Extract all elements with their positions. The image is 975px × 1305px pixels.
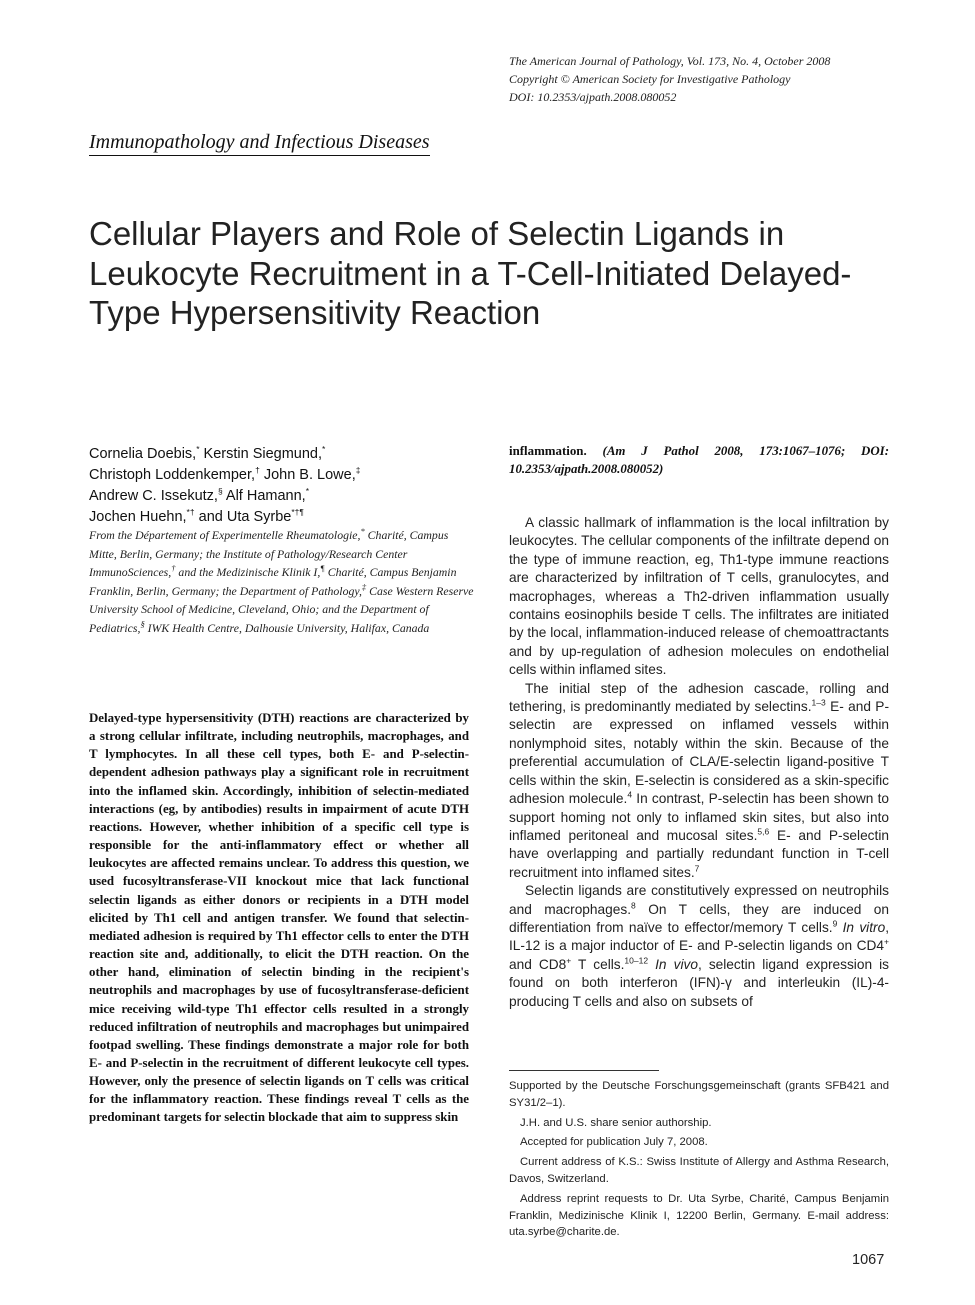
intro-paragraph-2 (509, 680, 889, 882)
footnote-authorship: J.H. and U.S. share senior authorship. (520, 1116, 712, 1129)
paragraph-text: In contrast, P-selectin has been shown to support homing not only to inflamed skin sites, but also into inflamed peritoneal and mucosal sites. (509, 791, 889, 843)
reference-marker: 7 (694, 863, 700, 874)
section-label: Immunopathology and Infectious Diseases (89, 131, 430, 156)
author-name: Kerstin Siegmund, (203, 446, 323, 462)
author-mark: *† (186, 507, 195, 518)
footnote-reprint-requests: Address reprint requests to Dr. Uta Syrbe, Charité, Campus Benjamin Franklin, Medizinische Klinik I, 12200 Berlin, Germany. E-mail address: uta.syrbe@charite.de. (509, 1192, 889, 1239)
superscript: + (884, 936, 889, 947)
footnote-accepted: Accepted for publication July 7, 2008. (520, 1136, 708, 1149)
abstract-citation: (Am J Pathol 2008, 173:1067–1076; DOI: 10.2353/ajpath.2008.080052) (509, 444, 889, 476)
author-mark: * (196, 444, 200, 455)
intro-paragraph-3 (509, 882, 889, 1011)
reference-marker: 1–3 (811, 697, 826, 708)
reference-marker: 5,6 (757, 826, 770, 837)
author-mark: ‡ (355, 465, 361, 476)
intro-paragraph-1: A classic hallmark of inflammation is the local infiltration by leukocytes. The cellular components of the infiltrate depend on the type of immune reaction, eg, Th1-type immune reactions are characterized by infiltration of T cells, granulocytes, and macrophages, whereas a Th2-driven inflammation usually contains eosinophils beside T cells. The infiltrates are initiated by the local, inflammation-induced release of chemoattractants and by up-regulation of adhesion molecules on endothelial cells within inflamed sites. (509, 515, 889, 678)
footnotes (509, 1078, 889, 1244)
author-mark: * (322, 444, 326, 455)
paragraph-text: Selectin ligands are constitutively expressed on neutrophils and macrophages. (509, 883, 889, 917)
journal-info (509, 52, 830, 106)
affiliation-mark: ‡ (361, 581, 367, 592)
author-list (89, 444, 489, 528)
paragraph-text: and CD8 (509, 956, 567, 972)
reference-marker: 10–12 (624, 955, 649, 966)
paragraph-text: The initial step of the adhesion cascade, rolling and tethering, is predominantly mediated by selectins. (509, 680, 889, 715)
author-name: Christoph Loddenkemper, (89, 467, 256, 483)
right-column (509, 442, 889, 1011)
affiliation-text: Charité, Campus Benjamin Franklin, Berlin, Germany; the Department of Pathology, (89, 565, 457, 598)
affiliation-mark: § (140, 619, 145, 630)
paragraph-text: , IL-12 is a major inductor of E- and P-selectin ligands on CD4 (509, 919, 889, 954)
italic-term: In vivo (655, 956, 698, 972)
abstract-last-word: inflammation. (509, 444, 587, 458)
author-name: Alf Hamann, (225, 488, 306, 504)
abstract-continuation (509, 442, 889, 478)
author-conjunction: and (198, 509, 223, 525)
author-mark: *†¶ (291, 507, 304, 518)
italic-term: In vitro (842, 919, 886, 935)
reference-marker: 8 (631, 899, 636, 910)
affiliation-mark: ¶ (320, 563, 325, 574)
article-title: Cellular Players and Role of Selectin Ligands in Leukocyte Recruitment in a T-Cell-Initiated Delayed-Type Hypersensitivity Reaction (89, 215, 852, 331)
author-mark: § (217, 486, 223, 497)
affiliation-text: Case Western Reserve University School of Medicine, Cleveland, Ohio; and the Department of Pediatrics, (89, 583, 474, 635)
paragraph-text: T cells. (571, 956, 625, 972)
affiliation-text: From the Département of Experimentelle Rheumatologie, (89, 528, 361, 542)
footnote-divider (509, 1070, 659, 1071)
paragraph-text: On T cells, they are induced on differentiation from naïve to effector/memory T cells. (509, 901, 889, 935)
affiliations (89, 526, 474, 638)
paragraph-text: E- and P-selectin are expressed on inflamed vessels within nonlymphoid sites, notably within the skin. Because of the preferential accumulation of CLA/E-selectin ligand-positive T cells within the skin, E-selectin is considered as a skin-specific adhesion molecule. (509, 699, 889, 807)
journal-citation: The American Journal of Pathology, Vol. 173, No. 4, October 2008 (509, 54, 831, 68)
affiliation-text: and the Medizinische Klinik I, (175, 565, 321, 580)
paragraph-text: , selectin ligand expression is found on both interferon (IFN)-γ and interleukin (IL)-4-producing T cells and also on subsets of (509, 956, 890, 1009)
footnote-funding: Supported by the Deutsche Forschungsgemeinschaft (grants SFB421 and SY31/2–1). (509, 1080, 889, 1109)
footnote-current-address: Current address of K.S.: Swiss Institute of Allergy and Asthma Research, Davos, Switzerland. (509, 1156, 889, 1185)
abstract: Delayed-type hypersensitivity (DTH) reactions are characterized by a strong cellular infiltrate, including neutrophils, macrophages, and T lymphocytes. In all these cell types, both E- and P-selectin-dependent adhesion pathways play a significant role in recruitment into the inflamed skin. Accordingly, inhibition of selectin-mediated interactions (eg, by antibodies) results in impairment of acute DTH reactions. However, whether inhibition of a specific cell type is responsible for the anti-inflammatory effect or whether all leukocytes are affected remains unclear. To address this question, we used fucosyltransferase-VII knockout mice that lack functional selectin ligands as either donors or recipients in a DTH model elicited by Th1 cell and antigen transfer. We found that selectin-mediated adhesion is required by Th1 effector cells to enter the DTH reaction site and, additionally, to elicit the DTH reaction. On the other hand, elimination of selectin binding in the recipient's neutrophils and macrophages by use of fucosyltransferase-deficient mice receiving wild-type Th1 effector cells resulted in a strongly reduced infiltration of neutrophils and macrophages but unimpaired footpad swelling. These findings demonstrate a major role for both E- and P-selectin in the recruitment of different leukocyte cell types. However, only the presence of selectin ligands on T cells was critical for the inflammatory reaction. These findings reveal T cells as the predominant targets for selectin blockade that aim to suppress skin (89, 711, 469, 1125)
page-number: 1067 (852, 1252, 885, 1268)
author-name: John B. Lowe, (263, 467, 356, 483)
affiliation-mark: * (360, 526, 365, 537)
copyright-line: Copyright © American Society for Investigative Pathology (509, 72, 791, 86)
paragraph-text: E- and P-selectin have overlapping and partially redundant function in T-cell recruitment into inflamed sites. (509, 827, 889, 880)
superscript: + (566, 955, 572, 966)
author-name: Andrew C. Issekutz, (89, 488, 218, 504)
reference-marker: 9 (832, 918, 838, 929)
author-name: Jochen Huehn, (89, 509, 187, 525)
doi-line: DOI: 10.2353/ajpath.2008.080052 (509, 90, 677, 104)
author-mark: † (255, 465, 260, 476)
author-name: Cornelia Doebis, (89, 446, 197, 462)
author-mark: * (305, 486, 310, 497)
affiliation-mark: † (171, 563, 176, 574)
affiliation-text: IWK Health Centre, Dalhousie University, Halifax, Canada (144, 620, 430, 635)
affiliation-text: Charité, Campus Mitte, Berlin, Germany; the Institute of Pathology/Research Center ImmunoSciences, (89, 528, 449, 580)
author-name: Uta Syrbe (226, 509, 292, 525)
reference-marker: 4 (627, 789, 633, 800)
